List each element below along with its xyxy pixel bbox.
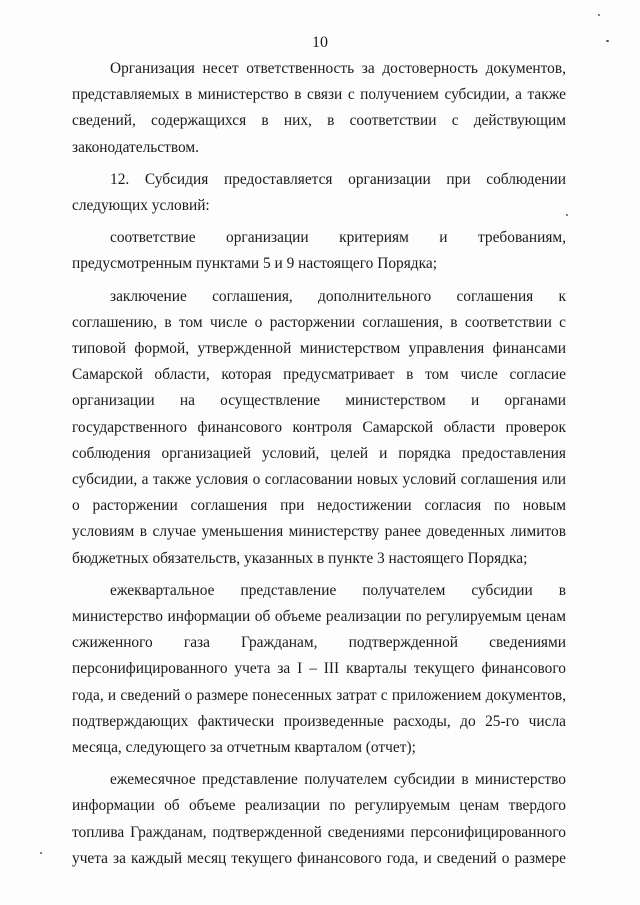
text-line: бюджетных обязательств, указанных в пункте 3 настоящего Порядка;	[72, 549, 528, 567]
text-line: сведений, содержащихся в них, в соответствии с действующим	[72, 112, 566, 130]
document-body	[72, 56, 566, 872]
text-line: учета за каждый месяц текущего финансового года, и сведений о размере	[72, 849, 566, 867]
text-line: субсидии, а также условия о согласовании новых условий соглашения или	[72, 471, 566, 489]
page-number: 10	[312, 34, 328, 51]
text-line: месяца, следующего за отчетным кварталом (отчет);	[72, 739, 416, 757]
text-line: законодательством.	[72, 138, 200, 156]
text-line: министерство информации об объеме реализации по регулируемым ценам	[72, 608, 566, 626]
text-line: персонифицированного учета за I – III кварталы текущего финансового	[72, 660, 566, 678]
paragraph	[72, 167, 566, 219]
text-line: соблюдения организацией условий, целей и порядка предоставления	[72, 444, 566, 462]
text-line: заключение соглашения, дополнительного соглашения к	[110, 287, 566, 305]
text-line: Самарской области, которая предусматривает в том числе согласие	[72, 366, 566, 384]
text-line: топлива Гражданам, подтвержденной сведениями персонифицированного	[72, 823, 566, 841]
scan-speck	[598, 14, 600, 16]
text-line: соглашению, в том числе о расторжении соглашения, в соответствии с	[72, 313, 566, 331]
text-line: соответствие организации критериям и требованиям,	[110, 229, 566, 247]
paragraph	[72, 56, 566, 161]
scan-speck	[40, 852, 42, 854]
text-line: типовой формой, утвержденной министерством управления финансами	[72, 340, 566, 358]
paragraph	[72, 578, 566, 761]
text-line: условиям в случае уменьшения министерству ранее доведенных лимитов	[72, 523, 566, 541]
text-line: о расторжении соглашения при недостижении согласия по новым	[72, 497, 566, 515]
text-line: сжиженного газа Гражданам, подтвержденной сведениями	[72, 634, 566, 652]
paragraph	[72, 284, 566, 572]
text-line: Организация несет ответственность за достоверность документов,	[110, 60, 566, 77]
scan-speck	[566, 214, 568, 216]
text-line: следующих условий:	[72, 197, 210, 215]
paragraph	[72, 225, 566, 277]
text-line: информации об объеме реализации по регулируемым ценам твердого	[72, 797, 566, 815]
text-line: ежемесячное представление получателем субсидии в министерство	[110, 771, 566, 789]
text-line: предусмотренным пунктами 5 и 9 настоящего Порядка;	[72, 255, 437, 273]
text-line: ежеквартальное представление получателем субсидии в	[110, 581, 566, 599]
scan-speck	[606, 40, 609, 42]
text-line: представляемых в министерство в связи с получением субсидии, а также	[72, 86, 566, 104]
text-line: организации на осуществление министерством и органами	[72, 392, 566, 410]
text-line: подтверждающих фактически произведенные расходы, до 25-го числа	[72, 712, 566, 730]
text-line: 12. Субсидия предоставляется организации при соблюдении	[110, 170, 566, 188]
text-line: государственного финансового контроля Самарской области проверок	[72, 418, 566, 436]
paragraph	[72, 767, 566, 872]
text-line: года, и сведений о размере понесенных затрат с приложением документов,	[72, 686, 566, 704]
